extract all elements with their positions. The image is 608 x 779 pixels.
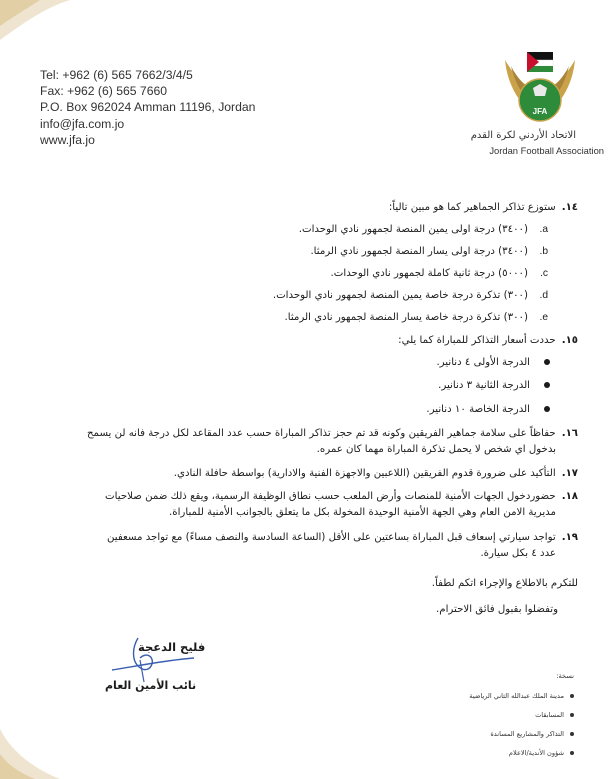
- item-18: [105, 489, 578, 504]
- bullet-item: [436, 355, 550, 370]
- subitem-a: [299, 222, 548, 237]
- subitem-e: [285, 310, 548, 325]
- item-16-continued: [317, 442, 556, 457]
- item-text: حددت أسعار التذاكر للمباراة كما يلي:: [398, 335, 556, 346]
- contact-po-box: P.O. Box 962024 Amman 11196, Jordan: [40, 100, 256, 115]
- corner-decoration-top-left: [0, 0, 90, 60]
- item-15: [398, 333, 578, 348]
- logo-text: JFA: [532, 107, 548, 116]
- item-text-line2: عدد ٤ بكل سيارة.: [480, 548, 556, 559]
- jfa-logo: [497, 40, 583, 132]
- closing-regards: وتفضلوا بقبول فائق الاحترام.: [436, 604, 558, 615]
- item-text-line2: مديرية الامن العام وهي الجهة الأمنية الوحيدة المخولة بكل ما يتعلق بالجوانب الأمنية للمباراة.: [169, 507, 556, 518]
- subitem-text: (٣٤٠٠) درجة اولى يمين المنصة لجمهور نادي الوحدات.: [298, 224, 528, 235]
- bullet-item: [426, 402, 550, 417]
- cc-item-text: التذاكر والمشاريع المساندة: [490, 730, 564, 738]
- item-number: ١٦.: [561, 428, 578, 439]
- item-text-line2: بدخول اي شخص لا يحمل تذكرة المباراة مهما كان عمره.: [316, 444, 556, 455]
- bullet-text: الدرجة الخاصة ١٠ دنانير.: [426, 404, 530, 415]
- subitem-letter: c.: [540, 268, 548, 279]
- cc-item: [535, 711, 574, 719]
- contact-email[interactable]: info@jfa.com.jo: [40, 116, 125, 131]
- contact-tel: Tel: +962 (6) 565 7662/3/4/5: [40, 68, 193, 82]
- org-name-english: Jordan Football Association: [489, 145, 604, 156]
- item-text: التأكيد على ضرورة قدوم الفريقين (اللاعبين والاجهزة الفنية والادارية) بواسطة حافلة النادي.: [173, 468, 556, 479]
- bullet-icon: [570, 713, 574, 717]
- item-number: ١٥.: [561, 335, 578, 346]
- item-number: ١٩.: [561, 532, 578, 543]
- bullet-icon: [570, 694, 574, 698]
- item-text-line1: تواجد سيارتي إسعاف قبل المباراة بساعتين على الأقل (الساعة السادسة والنصف مساءً) مع تواجد مسعفين: [107, 532, 556, 543]
- item-number: ١٨.: [561, 491, 578, 502]
- item-number: ١٤.: [561, 202, 578, 213]
- item-text: ستوزع تذاكر الجماهير كما هو مبين تالياً:: [388, 202, 556, 213]
- corner-decoration-bottom-left: [0, 709, 70, 779]
- bullet-icon: [570, 751, 574, 755]
- contact-website[interactable]: www.jfa.jo: [40, 132, 95, 147]
- subitem-letter: d.: [539, 290, 548, 301]
- item-19: [107, 530, 578, 545]
- item-17: [174, 466, 578, 481]
- subitem-letter: e.: [539, 312, 548, 323]
- subitem-c: [331, 266, 548, 281]
- bullet-text: الدرجة الثانية ٣ دنانير.: [438, 380, 530, 391]
- item-text-line1: حضوردخول الجهات الأمنية للمنصات وأرض الملعب حسب نطاق الوظيفة الرسمية، ويقع ذلك ضمن صلاحيات: [105, 491, 556, 502]
- item-number: ١٧.: [561, 468, 578, 479]
- item-14: [389, 200, 578, 215]
- bullet-text: الدرجة الأولى ٤ دنانير.: [436, 357, 530, 368]
- subitem-d: [273, 288, 548, 303]
- cc-item-text: المسابقات: [535, 711, 564, 719]
- eagle-emblem-icon: [497, 40, 583, 132]
- bullet-icon: [544, 406, 550, 412]
- closing-request: للتكرم بالاطلاع والإجراء اتكم لطفاً.: [431, 578, 578, 589]
- item-19-continued: [480, 546, 556, 561]
- cc-item: [469, 692, 574, 700]
- cc-item: [490, 730, 574, 738]
- signatory-title: نائب الأمين العام: [105, 679, 197, 692]
- org-name-arabic: الاتحاد الأردني لكرة القدم: [470, 130, 576, 141]
- bullet-icon: [570, 732, 574, 736]
- cc-title: نسخة:: [556, 672, 574, 680]
- subitem-text: (٣٠٠) تذكرة درجة خاصة يسار المنصة لجمهور نادي الرمثا.: [284, 312, 528, 323]
- cc-item-text: شؤون الأندية/الاعلام: [508, 749, 564, 757]
- contact-block: [40, 67, 255, 148]
- bullet-icon: [544, 359, 550, 365]
- signatory-name: فليح الدعجة: [138, 640, 206, 654]
- subitem-text: (٣٤٠٠) درجة اولى يسار المنصة لجمهور نادي الرمثا.: [310, 246, 528, 257]
- bullet-item: [438, 378, 550, 393]
- subitem-text: (٥٠٠٠) درجة ثانية كاملة لجمهور نادي الوحدات.: [330, 268, 528, 279]
- subitem-b: [310, 244, 548, 259]
- subitem-letter: a.: [539, 224, 548, 235]
- subitem-letter: b.: [539, 246, 548, 257]
- item-18-continued: [169, 505, 556, 520]
- item-text-line1: حفاظاً على سلامة جماهير الفريقين وكونه قد تم حجز تذاكر المباراة حسب عدد المقاعد لكل درجة فانه لن يسمح: [86, 428, 556, 439]
- cc-item-text: مدينة الملك عبدالله الثاني الرياضية: [469, 692, 564, 700]
- subitem-text: (٣٠٠) تذكرة درجة خاصة يمين المنصة لجمهور نادي الوحدات.: [272, 290, 528, 301]
- bullet-icon: [544, 382, 550, 388]
- item-16: [87, 426, 578, 441]
- contact-fax: Fax: +962 (6) 565 7660: [40, 84, 168, 99]
- cc-item: [509, 749, 574, 757]
